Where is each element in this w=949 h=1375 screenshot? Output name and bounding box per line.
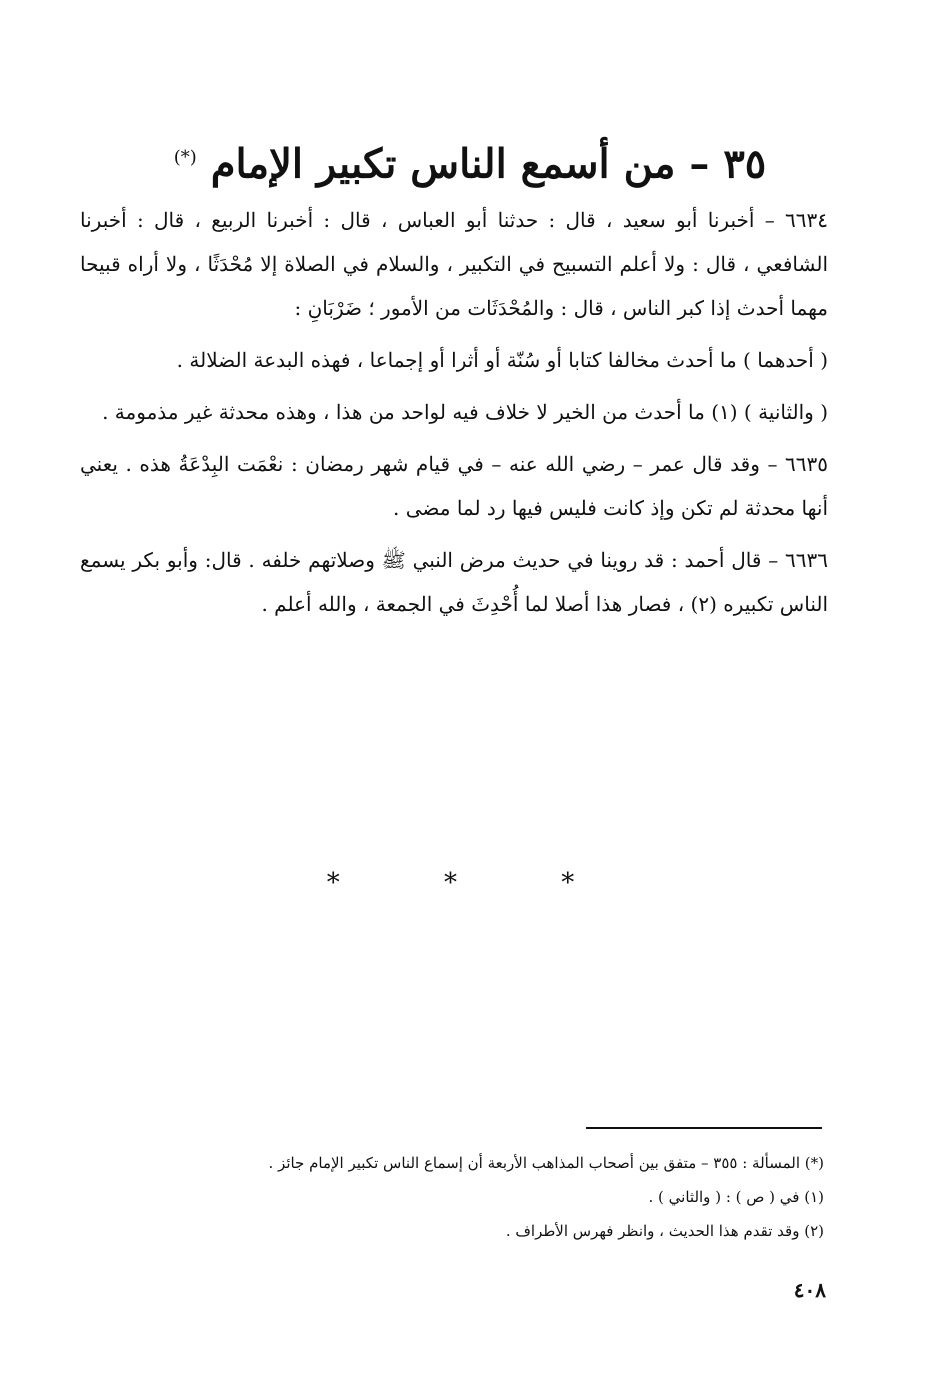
paragraph-6634: ٦٦٣٤ – أخبرنا أبو سعيد ، قال : حدثنا أبو العباس ، قال : أخبرنا الربيع ، قال : أخبرنا الشافعي ، قال : ولا أعلم التسبيح في التكبير ، والسلام في الصلاة إلا مُحْدَثًا ، ولا أراه قبيحا مهما أحدث إذا كبر الناس ، قال : والمُحْدَثَات من الأمور ؛ ضَرْبَانِ : <box>80 208 828 320</box>
chapter-title-footnote-marker: (*) <box>173 147 197 168</box>
footnote-asterisk: (*) المسألة : ٣٥٥ – متفق بين أصحاب المذاهب الأربعة أن إسماع الناس تكبير الإمام جائز . <box>268 1154 824 1172</box>
paragraph-6635: ٦٦٣٥ – وقد قال عمر – رضي الله عنه – في قيام شهر رمضان : نعْمَت البِدْعَةُ هذه . يعني أنها محدثة لم تكن وإذ كانت فليس فيها رد لما مضى . <box>80 452 828 520</box>
footnote-2: (٢) وقد تقدم هذا الحديث ، وانظر فهرس الأطراف . <box>505 1222 824 1240</box>
footnotes <box>100 1146 824 1248</box>
footnote-1: (١) في ( ص ) : ( والثاني ) . <box>648 1188 824 1206</box>
footnote-divider <box>586 1127 822 1129</box>
page-number: ٤٠٨ <box>793 1278 826 1302</box>
paragraph-first-kind: ( أحدهما ) ما أحدث مخالفا كتابا أو سُنّة أو أثرا أو إجماعا ، فهذه البدعة الضلالة . <box>176 348 828 372</box>
paragraph-second-kind: ( والثانية ) (١) ما أحدث من الخير لا خلاف فيه لواحد من هذا ، وهذه محدثة غير مذمومة . <box>102 400 828 424</box>
main-text <box>80 198 828 634</box>
chapter-title <box>120 128 820 194</box>
paragraph-6636: ٦٦٣٦ – قال أحمد : قد روينا في حديث مرض النبي ﷺ وصلاتهم خلفه . قال: وأبو بكر يسمع الناس تكبيره (٢) ، فصار هذا أصلا لما أُحْدِثَ في الجمعة ، والله أعلم . <box>80 548 828 616</box>
chapter-title-text: ٣٥ – من أسمع الناس تكبير الإمام <box>210 140 767 188</box>
section-separator: * * * <box>326 868 623 898</box>
